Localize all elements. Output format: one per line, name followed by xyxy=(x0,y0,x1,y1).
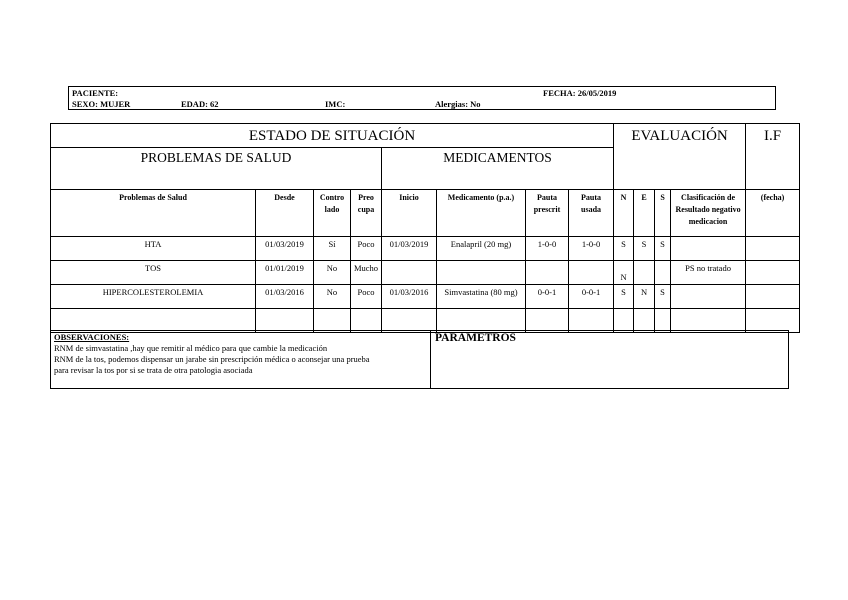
medicamentos-title: MEDICAMENTOS xyxy=(382,148,614,190)
cell-medicamento: Enalapril (20 mg) xyxy=(437,237,526,261)
cell-inicio: 01/03/2019 xyxy=(382,237,437,261)
cell-desde: 01/03/2016 xyxy=(256,285,314,309)
problemas-salud-title: PROBLEMAS DE SALUD xyxy=(51,148,382,190)
col-s: S xyxy=(655,190,671,237)
col-pauta-prescrita: Pauta prescrit xyxy=(526,190,569,237)
cell-fecha xyxy=(746,237,800,261)
cell-problema: HIPERCOLESTEROLEMIA xyxy=(51,285,256,309)
parametros-box xyxy=(430,330,789,389)
cell-controlado xyxy=(314,309,351,333)
observacion-line: RNM de simvastatina ,hay que remitir al médico para que cambie la medicación xyxy=(54,343,328,353)
cell-desde: 01/01/2019 xyxy=(256,261,314,285)
cell-preocupa xyxy=(351,309,382,333)
cell-desde xyxy=(256,309,314,333)
col-desde: Desde xyxy=(256,190,314,237)
cell-s xyxy=(655,309,671,333)
cell-pauta-usada: 0-0-1 xyxy=(569,285,614,309)
col-inicio: Inicio xyxy=(382,190,437,237)
evaluacion-title: EVALUACIÓN xyxy=(614,124,746,190)
cell-medicamento xyxy=(437,261,526,285)
observacion-line: para revisar la tos por si se trata de otra patologia asociada xyxy=(54,365,253,375)
observaciones-title: OBSERVACIONES: xyxy=(54,332,130,342)
cell-e: N xyxy=(634,285,655,309)
cell-n xyxy=(614,309,634,333)
cell-n: N xyxy=(614,261,634,285)
cell-n: S xyxy=(614,237,634,261)
if-title: I.F xyxy=(746,124,800,190)
cell-problema: TOS xyxy=(51,261,256,285)
estado-situacion-title: ESTADO DE SITUACIÓN xyxy=(51,124,614,148)
parametros-title: PARAMETROS xyxy=(435,332,516,344)
observacion-line: RNM de la tos, podemos dispensar un jarabe sin prescripción médica o aconsejar una prueba xyxy=(54,354,370,364)
cell-clasificacion xyxy=(671,309,746,333)
cell-controlado: Sí xyxy=(314,237,351,261)
cell-preocupa: Poco xyxy=(351,237,382,261)
cell-preocupa: Mucho xyxy=(351,261,382,285)
col-pauta-usada: Pauta usada xyxy=(569,190,614,237)
cell-controlado: No xyxy=(314,261,351,285)
table-row xyxy=(51,285,800,309)
cell-fecha xyxy=(746,261,800,285)
cell-medicamento: Simvastatina (80 mg) xyxy=(437,285,526,309)
cell-inicio xyxy=(382,309,437,333)
cell-pauta-prescrita xyxy=(526,261,569,285)
cell-desde: 01/03/2019 xyxy=(256,237,314,261)
cell-clasificacion xyxy=(671,285,746,309)
cell-problema: HTA xyxy=(51,237,256,261)
cell-clasificacion xyxy=(671,237,746,261)
allergies-field: Alergias: No xyxy=(435,99,481,109)
cell-e xyxy=(634,261,655,285)
cell-medicamento xyxy=(437,309,526,333)
column-header-row xyxy=(51,190,800,237)
col-clasificacion: Clasificación de Resultado negativo medicacion xyxy=(671,190,746,237)
cell-fecha xyxy=(746,309,800,333)
col-medicamento: Medicamento (p.a.) xyxy=(437,190,526,237)
date-field: FECHA: 26/05/2019 xyxy=(543,88,617,98)
cell-e xyxy=(634,309,655,333)
cell-e: S xyxy=(634,237,655,261)
table-row xyxy=(51,309,800,333)
col-n: N xyxy=(614,190,634,237)
cell-pauta-prescrita xyxy=(526,309,569,333)
observaciones-box xyxy=(50,330,431,389)
col-e: E xyxy=(634,190,655,237)
col-preocupa: Preo cupa xyxy=(351,190,382,237)
cell-pauta-prescrita: 0-0-1 xyxy=(526,285,569,309)
cell-inicio xyxy=(382,261,437,285)
cell-n: S xyxy=(614,285,634,309)
col-fecha: (fecha) xyxy=(746,190,800,237)
cell-clasificacion: PS no tratado xyxy=(671,261,746,285)
table-row xyxy=(51,261,800,285)
sex-field: SEXO: MUJER xyxy=(72,99,131,109)
cell-pauta-prescrita: 1-0-0 xyxy=(526,237,569,261)
cell-preocupa: Poco xyxy=(351,285,382,309)
table-row xyxy=(51,237,800,261)
age-field: EDAD: 62 xyxy=(181,99,219,109)
status-table xyxy=(50,123,800,333)
bmi-field: IMC: xyxy=(325,99,346,109)
cell-inicio: 01/03/2016 xyxy=(382,285,437,309)
patient-label: PACIENTE: xyxy=(72,88,119,98)
cell-pauta-usada xyxy=(569,261,614,285)
col-controlado: Contro lado xyxy=(314,190,351,237)
cell-s: S xyxy=(655,237,671,261)
cell-s: S xyxy=(655,285,671,309)
col-problemas: Problemas de Salud xyxy=(51,190,256,237)
cell-controlado: No xyxy=(314,285,351,309)
cell-problema xyxy=(51,309,256,333)
cell-pauta-usada: 1-0-0 xyxy=(569,237,614,261)
cell-fecha xyxy=(746,285,800,309)
cell-s xyxy=(655,261,671,285)
patient-header xyxy=(68,86,776,110)
cell-pauta-usada xyxy=(569,309,614,333)
